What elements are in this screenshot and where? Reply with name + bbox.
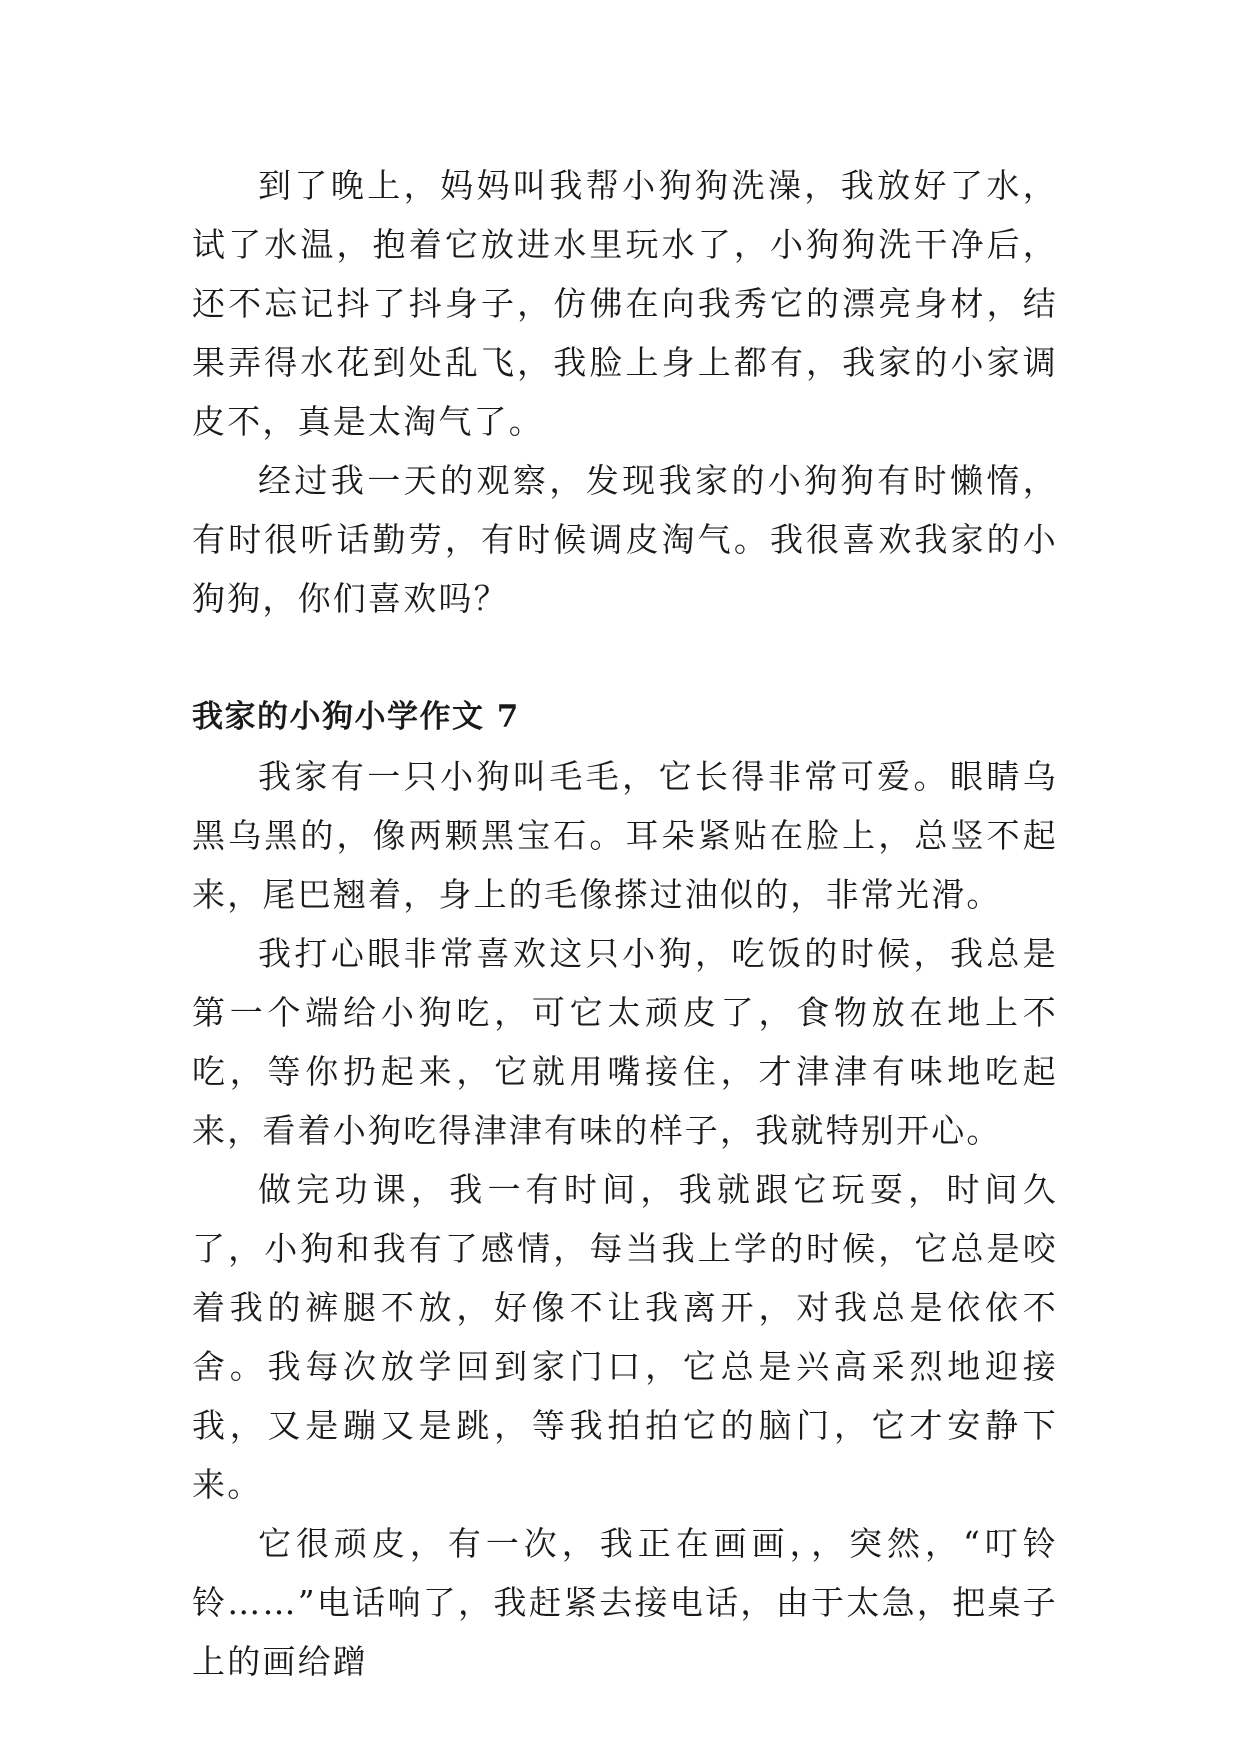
paragraph-feeding: 我打心眼非常喜欢这只小狗，吃饭的时候，我总是第一个端给小狗吃，可它太顽皮了，食物放在地上不吃，等你扔起来，它就用嘴接住，才津津有味地吃起来，看着小狗吃得津津有味的样子，我就特别开心。 <box>192 934 1058 1150</box>
paragraph-naughty: 它很顽皮，有一次，我正在画画，，突然，“叮铃铃……”电话响了，我赶紧去接电话，由于太急，把桌子上的画给蹭 <box>192 1524 1058 1681</box>
section-title: 我家的小狗小学作文 7 <box>192 699 520 735</box>
section-gap <box>192 628 1058 688</box>
paragraph-bath: 到了晚上，妈妈叫我帮小狗狗洗澡，我放好了水，试了水温，抱着它放进水里玩水了，小狗狗洗干净后，还不忘记抖了抖身子，仿佛在向我秀它的漂亮身材，结果弄得水花到处乱飞，我脸上身上都有，我家的小家调皮不，真是太淘气了。 <box>192 166 1058 441</box>
document-page <box>192 156 1058 1691</box>
paragraph-observation: 经过我一天的观察，发现我家的小狗狗有时懒惰，有时很听话勤劳，有时候调皮淘气。我很喜欢我家的小狗狗，你们喜欢吗？ <box>192 461 1058 618</box>
paragraph-playing: 做完功课，我一有时间，我就跟它玩耍，时间久了，小狗和我有了感情，每当我上学的时候，它总是咬着我的裤腿不放，好像不让我离开，对我总是依依不舍。我每次放学回到家门口，它总是兴高采烈地迎接我，又是蹦又是跳，等我拍拍它的脑门，它才安静下来。 <box>192 1170 1058 1504</box>
paragraph-description: 我家有一只小狗叫毛毛，它长得非常可爱。眼睛乌黑乌黑的，像两颗黑宝石。耳朵紧贴在脸上，总竖不起来，尾巴翘着，身上的毛像搽过油似的，非常光滑。 <box>192 757 1058 914</box>
